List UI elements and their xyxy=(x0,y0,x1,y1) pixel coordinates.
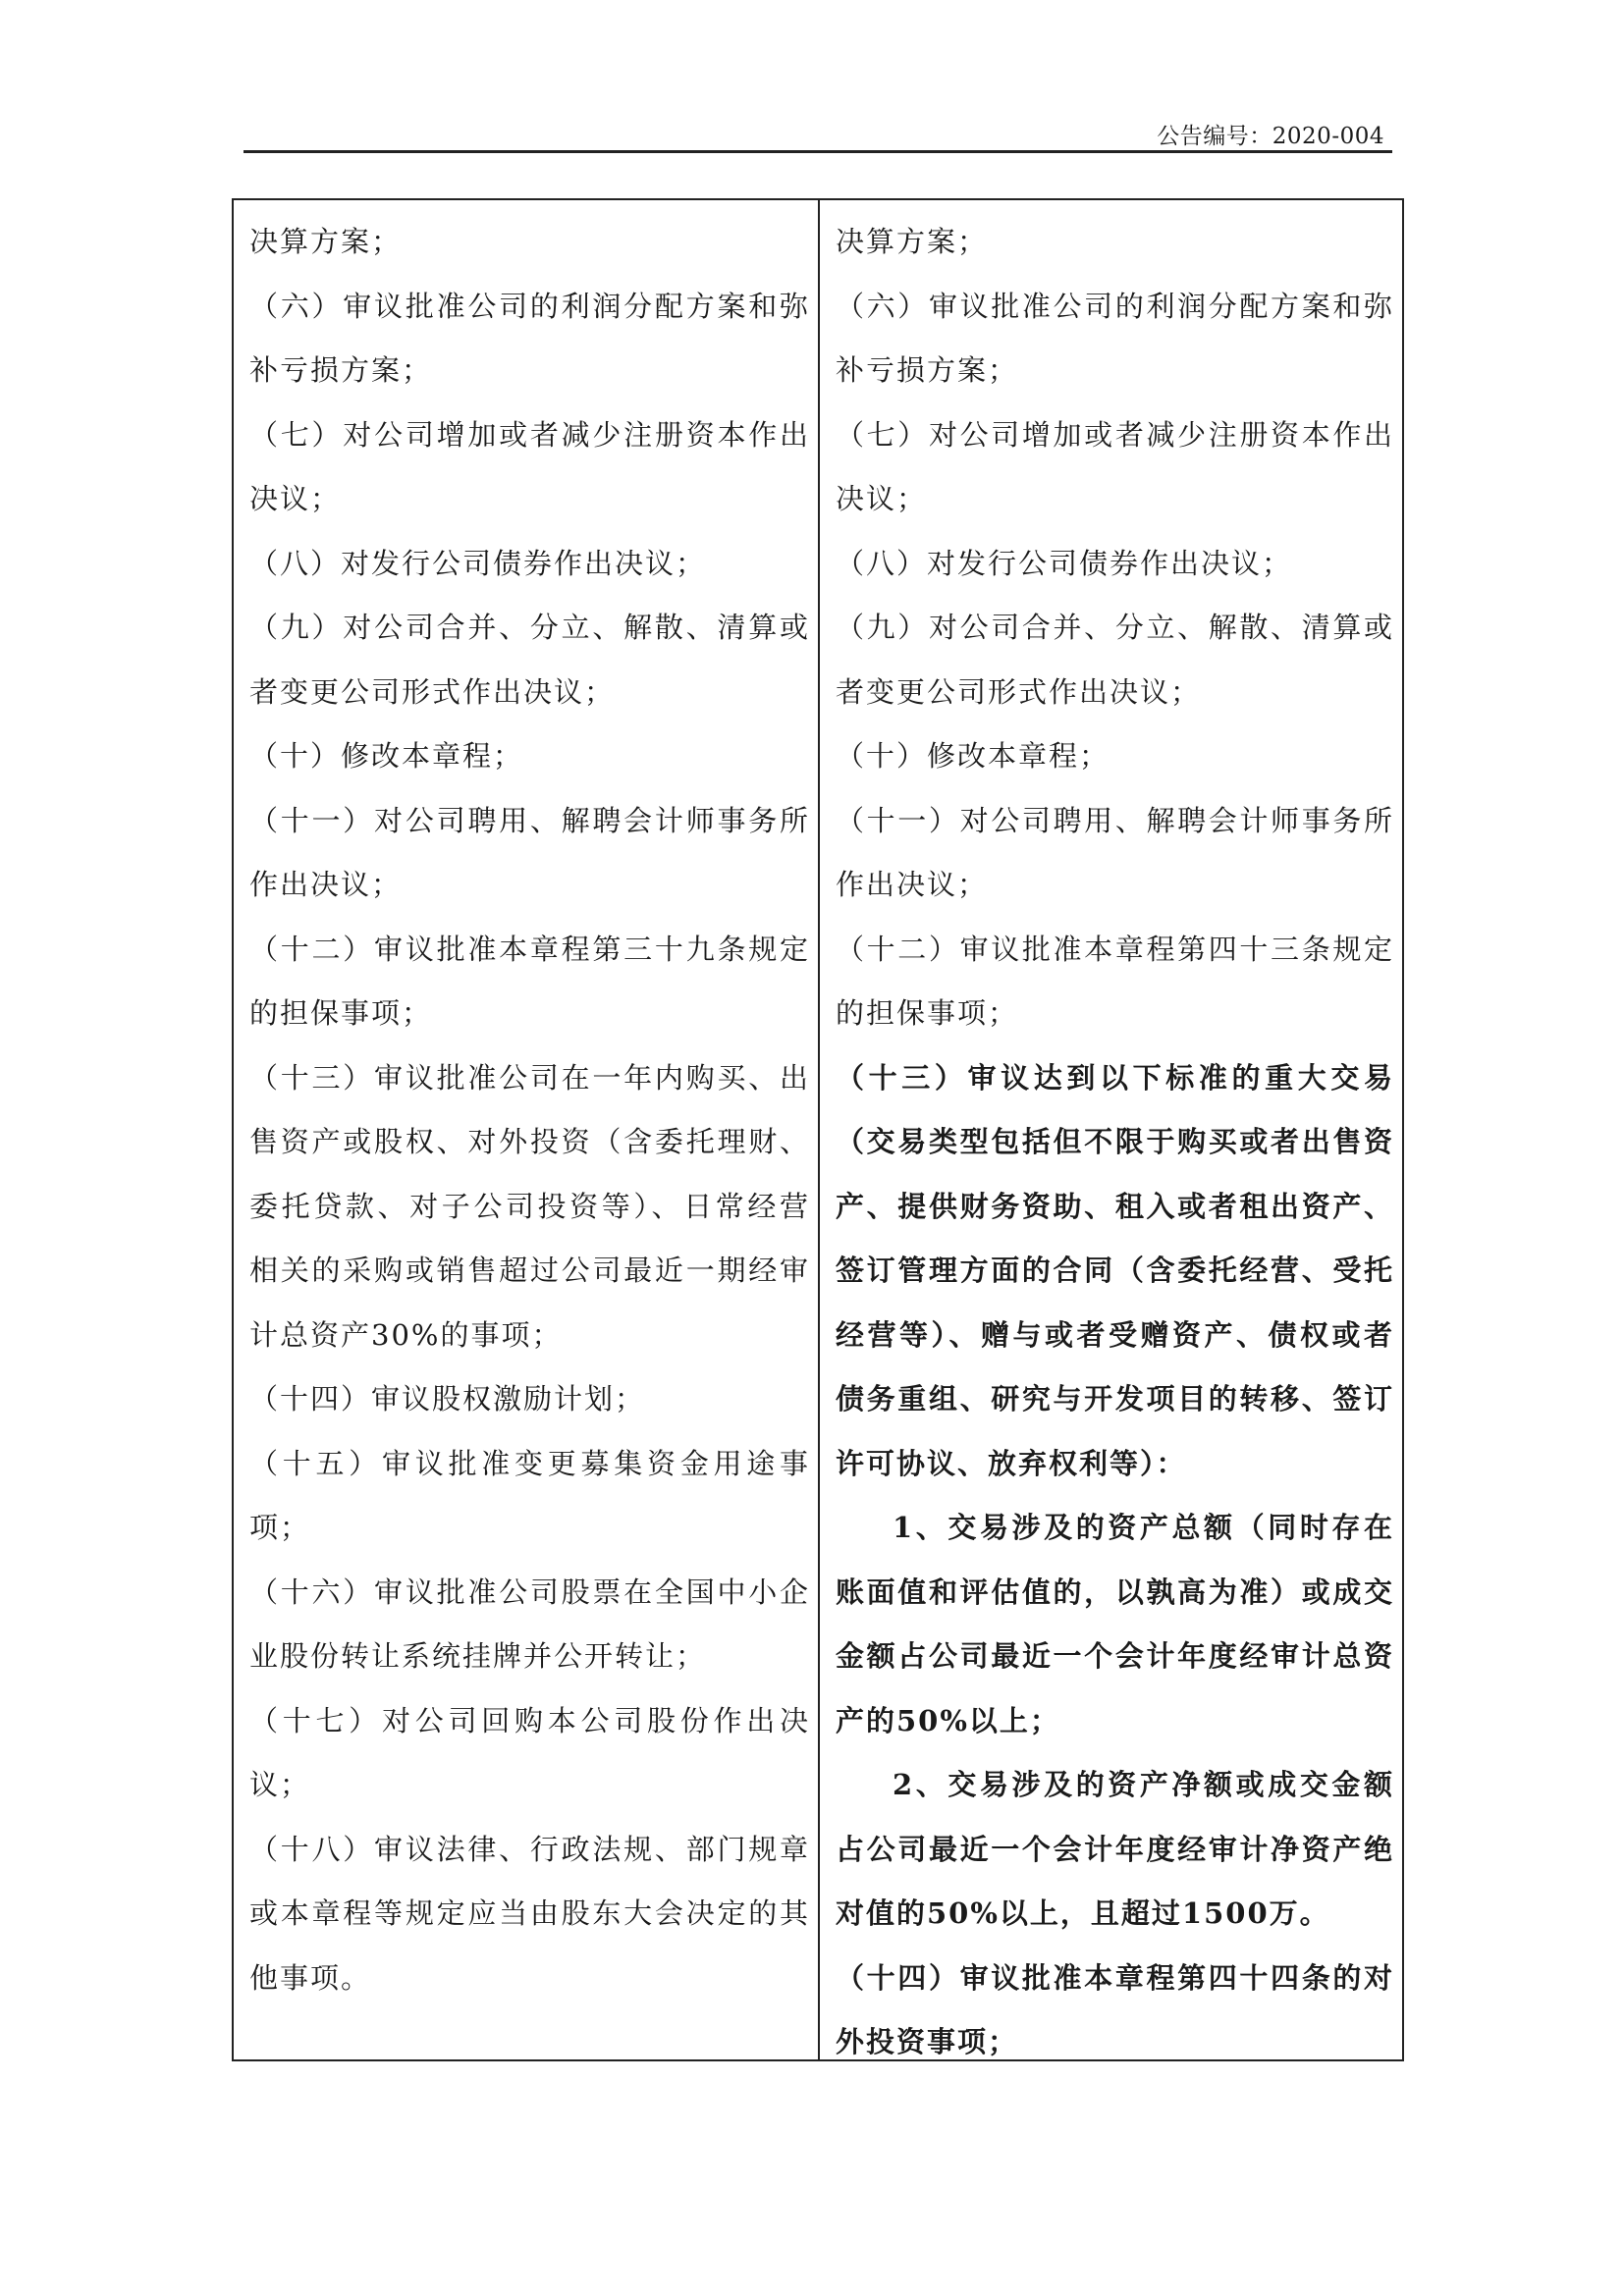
original-paragraph: （十三）审议批准公司在一年内购买、出售资产或股权、对外投资（含委托理财、委托贷款、对子公司投资等）、日常经营相关的采购或销售超过公司最近一期经审计总资产30%的事项； xyxy=(249,1060,810,1352)
original-paragraph: （十六）审议批准公司股票在全国中小企业股份转让系统挂牌并公开转让； xyxy=(249,1575,810,1673)
original-paragraph: （十五）审议批准变更募集资金用途事项； xyxy=(249,1446,810,1544)
amended-text-column xyxy=(820,200,1402,2059)
original-paragraph: （十）修改本章程； xyxy=(249,739,524,773)
original-paragraph: （七）对公司增加或者减少注册资本作出决议； xyxy=(249,417,810,515)
announcement-number: 公告编号：2020-004 xyxy=(1157,124,1384,149)
original-paragraph: （十七）对公司回购本公司股份作出决议； xyxy=(249,1703,810,1801)
amended-paragraph: （六）审议批准公司的利润分配方案和弥补亏损方案； xyxy=(836,289,1394,387)
amended-paragraph: （十）修改本章程； xyxy=(836,739,1110,773)
amended-paragraph: 1、交易涉及的资产总额（同时存在账面值和评估值的，以孰高为准）或成交金额占公司最近一个会计年度经审计总资产的50%以上； xyxy=(836,1511,1394,1737)
original-paragraph: （十四）审议股权激励计划； xyxy=(249,1382,646,1415)
amended-paragraph: （十一）对公司聘用、解聘会计师事务所作出决议； xyxy=(836,803,1394,901)
amended-paragraph: （七）对公司增加或者减少注册资本作出决议； xyxy=(836,417,1394,515)
amended-paragraph: （十二）审议批准本章程第四十三条规定的担保事项； xyxy=(836,932,1394,1030)
original-paragraph: （十二）审议批准本章程第三十九条规定的担保事项； xyxy=(249,932,810,1030)
amended-paragraph: 2、交易涉及的资产净额或成交金额占公司最近一个会计年度经审计净资产绝对值的50%以上，且超过1500万。 xyxy=(836,1768,1394,1930)
original-paragraph: （六）审议批准公司的利润分配方案和弥补亏损方案； xyxy=(249,289,810,387)
amended-paragraph: （十四）审议批准本章程第四十四条的对外投资事项； xyxy=(836,1960,1394,2058)
original-paragraph: （八）对发行公司债券作出决议； xyxy=(249,546,707,580)
amended-paragraph: 决算方案； xyxy=(836,225,989,258)
comparison-table xyxy=(232,198,1404,2061)
amended-paragraph: （八）对发行公司债券作出决议； xyxy=(836,546,1293,580)
amended-paragraph: （十三）审议达到以下标准的重大交易（交易类型包括但不限于购买或者出售资产、提供财务资助、租入或者租出资产、签订管理方面的合同（含委托经营、受托经营等）、赠与或者受赠资产、债权或者债务重组、研究与开发项目的转移、签订许可协议、放弃权利等）： xyxy=(836,1060,1394,1480)
original-paragraph: （九）对公司合并、分立、解散、清算或者变更公司形式作出决议； xyxy=(249,611,810,709)
original-paragraph: （十一）对公司聘用、解聘会计师事务所作出决议； xyxy=(249,803,810,901)
amended-paragraph: （九）对公司合并、分立、解散、清算或者变更公司形式作出决议； xyxy=(836,611,1394,709)
page-header xyxy=(244,110,1392,153)
original-paragraph: （十八）审议法律、行政法规、部门规章或本章程等规定应当由股东大会决定的其他事项。 xyxy=(249,1832,810,1995)
original-text-column xyxy=(234,200,820,2059)
original-paragraph: 决算方案； xyxy=(249,225,403,258)
